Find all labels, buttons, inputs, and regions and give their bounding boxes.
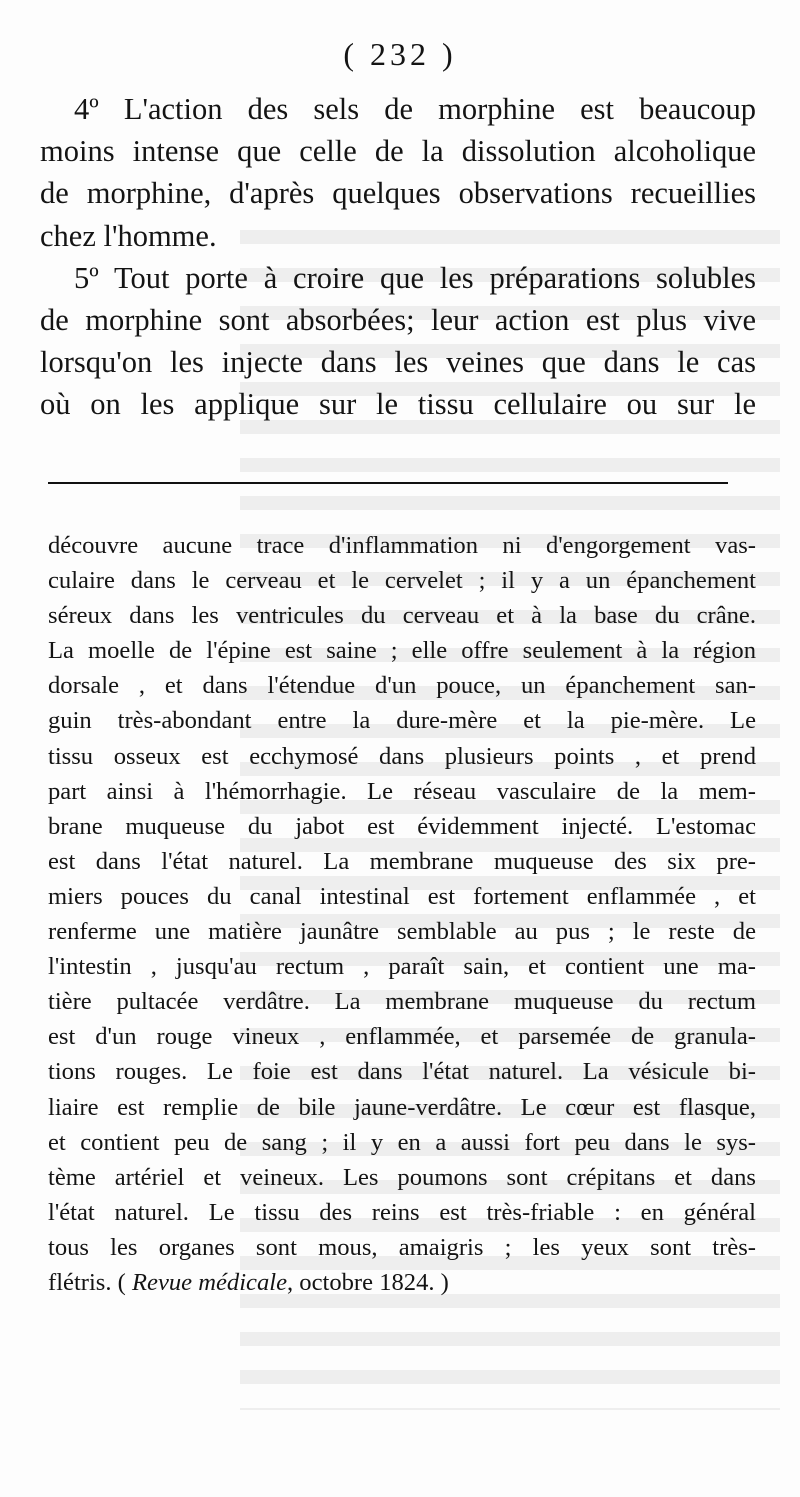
footnote-line: culaire dans le cerveau et le cervelet ; il y a un épanchement bbox=[48, 567, 756, 595]
footnote-last-line-end: , octobre 1824. ) bbox=[287, 1268, 449, 1296]
footnote-line: miers pouces du canal intestinal est fortement enflammée , et bbox=[48, 882, 756, 910]
footnote-line: découvre aucune trace d'inflammation ni d'engorgement vas- bbox=[48, 532, 756, 559]
page-number: ( 232 ) bbox=[343, 36, 457, 72]
main-text-line: de morphine, d'après quelques observations recueillies bbox=[40, 176, 756, 211]
footnote-line: La moelle de l'épine est saine ; elle offre seulement à la région bbox=[48, 637, 756, 665]
footnote-line: séreux dans les ventricules du cerveau et à la base du crâne. bbox=[48, 602, 756, 630]
footnote-line: brane muqueuse du jabot est évidemment injecté. L'estomac bbox=[48, 812, 756, 840]
footnote-line: est d'un rouge vineux , enflammée, et parsemée de granula- bbox=[48, 1023, 756, 1051]
footnote-last-line-start: flétris. ( bbox=[48, 1268, 133, 1296]
main-text-line: où on les applique sur le tissu cellulaire ou sur le bbox=[40, 387, 756, 422]
footnote-line: liaire est remplie de bile jaune-verdâtre. Le cœur est flasque, bbox=[48, 1093, 756, 1121]
main-text bbox=[40, 88, 756, 426]
footnote-line: tous les organes sont mous, amaigris ; les yeux sont très- bbox=[48, 1233, 756, 1261]
footnote-line: et contient peu de sang ; il y en a aussi fort peu dans le sys- bbox=[48, 1128, 756, 1156]
footnote-line: dorsale , et dans l'étendue d'un pouce, un épanchement san- bbox=[48, 672, 756, 700]
footnote-line: tème artériel et veineux. Les poumons sont crépitans et dans bbox=[48, 1163, 756, 1191]
main-text-line: 5º Tout porte à croire que les préparations solubles bbox=[74, 260, 756, 295]
footnote-line: tions rouges. Le foie est dans l'état naturel. La vésicule bi- bbox=[48, 1058, 756, 1086]
journal-title: Revue médicale bbox=[132, 1268, 287, 1296]
footnote-line: part ainsi à l'hémorrhagie. Le réseau vasculaire de la mem- bbox=[48, 777, 756, 805]
footnote-divider bbox=[48, 482, 728, 484]
footnote-line: l'état naturel. Le tissu des reins est très-friable : en général bbox=[48, 1198, 756, 1226]
footnote-last-line bbox=[48, 1265, 756, 1300]
main-text-line: lorsqu'on les injecte dans les veines que dans le cas bbox=[40, 345, 756, 380]
main-text-line: moins intense que celle de la dissolution alcoholique bbox=[40, 134, 756, 169]
main-text-line: chez l'homme. bbox=[40, 218, 217, 253]
footnote-line: est dans l'état naturel. La membrane muqueuse des six pre- bbox=[48, 847, 756, 875]
footnote-text bbox=[48, 528, 756, 1300]
footnote-line: tière pultacée verdâtre. La membrane muqueuse du rectum bbox=[48, 988, 756, 1016]
footnote-line: l'intestin , jusqu'au rectum , paraît sain, et contient une ma- bbox=[48, 953, 756, 981]
footnote-line: guin très-abondant entre la dure-mère et la pie-mère. Le bbox=[48, 707, 756, 735]
footnote-line: tissu osseux est ecchymosé dans plusieurs points , et prend bbox=[48, 742, 756, 770]
main-text-line: de morphine sont absorbées; leur action est plus vive bbox=[40, 303, 756, 338]
main-text-line: 4º L'action des sels de morphine est beaucoup bbox=[74, 92, 756, 126]
footnote-line: renferme une matière jaunâtre semblable au pus ; le reste de bbox=[48, 918, 756, 946]
